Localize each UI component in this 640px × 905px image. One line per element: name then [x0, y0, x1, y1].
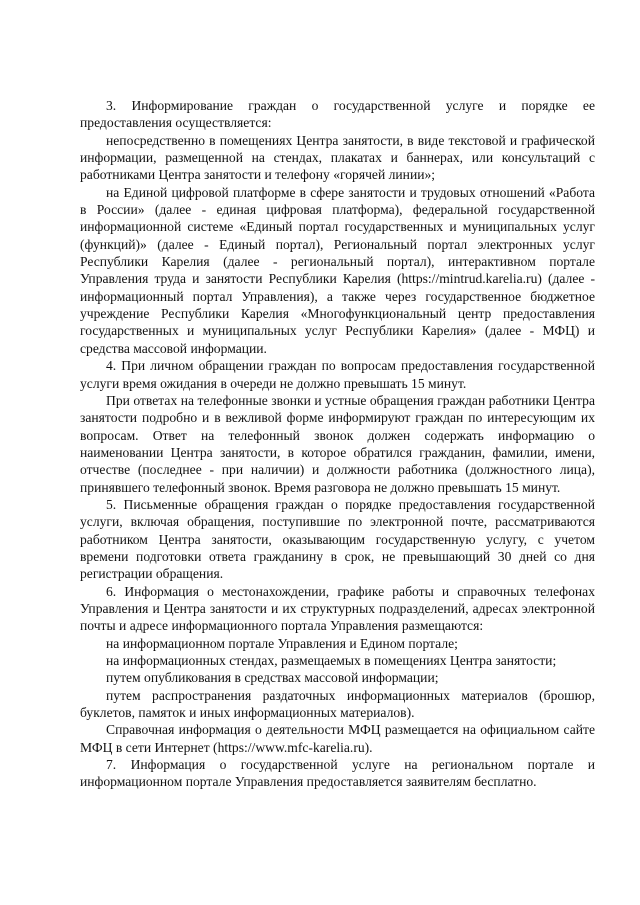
paragraph-3-portals: на Единой цифровой платформе в сфере занятости и трудовых отношений «Работа в России» (далее - единая цифровая платформа), федеральной государственной информационной системе «Единый портал государственных и муниципальных услуг (функций)» (далее - Единый портал), Региональный портал электронных услуг Республики Карелия (далее - региональный портал), интерактивном портале Управления труда и занятости Республики Карелия (https://mintrud.karelia.ru) (далее - информационный портал Управления), а также через государственное бюджетное учреждение Республики Карелия «Многофункциональный центр предоставления государственных и муниципальных услуг Республики Карелия» (далее - МФЦ) и средства массовой информации. — [80, 184, 595, 356]
paragraph-6-item-handouts: путем распространения раздаточных информационных материалов (брошюр, буклетов, памяток и иных информационных материалов). — [80, 687, 595, 721]
paragraph-5-written-requests: 5. Письменные обращения граждан о порядке предоставления государственной услуги, включая обращения, поступившие по электронной почте, рассматриваются работником Центра занятости, оказывающим государственную услугу, с учетом времени подготовки ответа гражданину в срок, не превышающий 30 дней со дня регистрации обращения. — [80, 496, 595, 582]
document-body — [80, 97, 595, 791]
paragraph-6-contact-info: 6. Информация о местонахождении, графике работы и справочных телефонах Управления и Центра занятости и их структурных подразделений, адресах электронной почты и адресе информационного портала Управления размещаются: — [80, 583, 595, 634]
paragraph-6-item-portal: на информационном портале Управления и Едином портале; — [106, 635, 458, 651]
paragraph-7-free-info: 7. Информация о государственной услуге на региональном портале и информационном портале Управления предоставляется заявителям бесплатно. — [80, 757, 595, 790]
paragraph-4-waiting-time: 4. При личном обращении граждан по вопросам предоставления государственной услуги время ожидания в очереди не должно превышать 15 минут. — [80, 358, 595, 391]
paragraph-6-mfc-site: Справочная информация о деятельности МФЦ размещается на официальном сайте МФЦ в сети Интернет (https://www.mfc-karelia.ru). — [80, 722, 595, 755]
paragraph-6-item-media: путем опубликования в средствах массовой информации; — [106, 670, 439, 686]
paragraph-6-item-stands: на информационных стендах, размещаемых в помещениях Центра занятости; — [106, 653, 557, 668]
paragraph-3-intro: 3. Информирование граждан о государственной услуге и порядке ее предоставления осуществляется: — [80, 98, 595, 131]
paragraph-4-phone-calls: При ответах на телефонные звонки и устные обращения граждан работники Центра занятости подробно и в вежливой форме информируют граждан по интересующим их вопросам. Ответ на телефонный звонок должен содержать информацию о наименовании Центра занятости, в которое обратился гражданин, фамилии, имени, отчестве (последнее - при наличии) и должности работника (должностного лица), принявшего телефонный звонок. Время разговора не должно превышать 15 минут. — [80, 392, 595, 495]
paragraph-3-premises: непосредственно в помещениях Центра занятости, в виде текстовой и графической информации, размещенной на стендах, плакатах и баннерах, или консультаций с работниками Центра занятости и телефону «горячей линии»; — [80, 132, 595, 183]
